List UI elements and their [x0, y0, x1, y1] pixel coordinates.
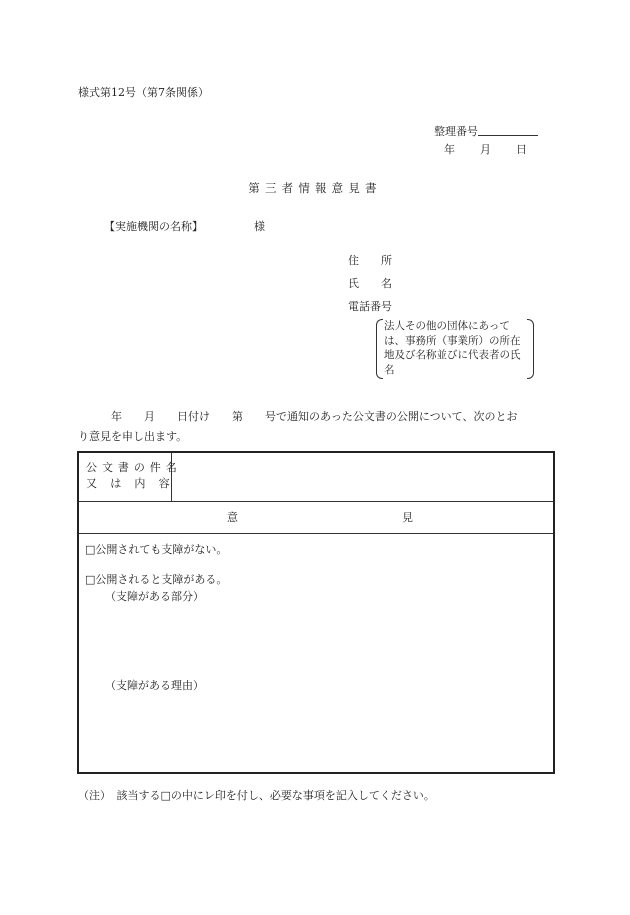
document-title: 第三者情報意見書: [248, 181, 382, 195]
opinion-table: [77, 451, 555, 774]
issue-part-label: （支障がある部分）: [105, 590, 204, 603]
date-year: 年: [444, 143, 455, 156]
date-month: 月: [480, 143, 491, 156]
bracket-left: [376, 319, 383, 379]
opinion-header-left: 意: [227, 511, 238, 524]
issue-reason-label: （支障がある理由）: [105, 679, 204, 692]
phone-label: 電話番号: [348, 300, 392, 313]
name-label: 氏 名: [348, 277, 392, 290]
body-line-2: り意見を申し出ます。: [78, 430, 188, 443]
reference-number-field[interactable]: [478, 135, 538, 136]
opinion-header-row: [79, 501, 553, 534]
subject-input[interactable]: [172, 453, 553, 501]
option-no-issue[interactable]: □公開されても支障がない。: [85, 543, 228, 556]
corporate-note-text: 法人その他の団体にあっては、事務所（事業所）の所在地及び名称並びに代表者の氏名: [384, 320, 521, 376]
subject-label-line-2: 又は内容: [86, 477, 183, 490]
form-number: 様式第12号（第7条関係）: [78, 86, 209, 99]
opinion-header-right: 見: [402, 511, 413, 524]
date-day: 日: [516, 143, 527, 156]
subject-label-line-1: 公文書の件名: [86, 461, 182, 474]
subject-label: [79, 453, 183, 501]
address-label: 住 所: [348, 254, 392, 267]
date-line: [444, 141, 527, 157]
option-issue[interactable]: □公開されると支障がある。: [85, 573, 228, 586]
agency-name: 【実施機関の名称】: [104, 220, 203, 233]
body-paragraph: [78, 407, 558, 447]
subject-row: [79, 453, 553, 502]
honorific: 様: [254, 220, 265, 233]
footnote: （注） 該当する□の中にレ印を付し、必要な事項を記入してください。: [78, 789, 435, 802]
corporate-note: [376, 319, 534, 377]
reference-number-label: 整理番号: [434, 125, 478, 138]
body-line-1: 年 月 日付け 第 号で通知のあった公文書の公開について、次のとお: [78, 410, 518, 423]
